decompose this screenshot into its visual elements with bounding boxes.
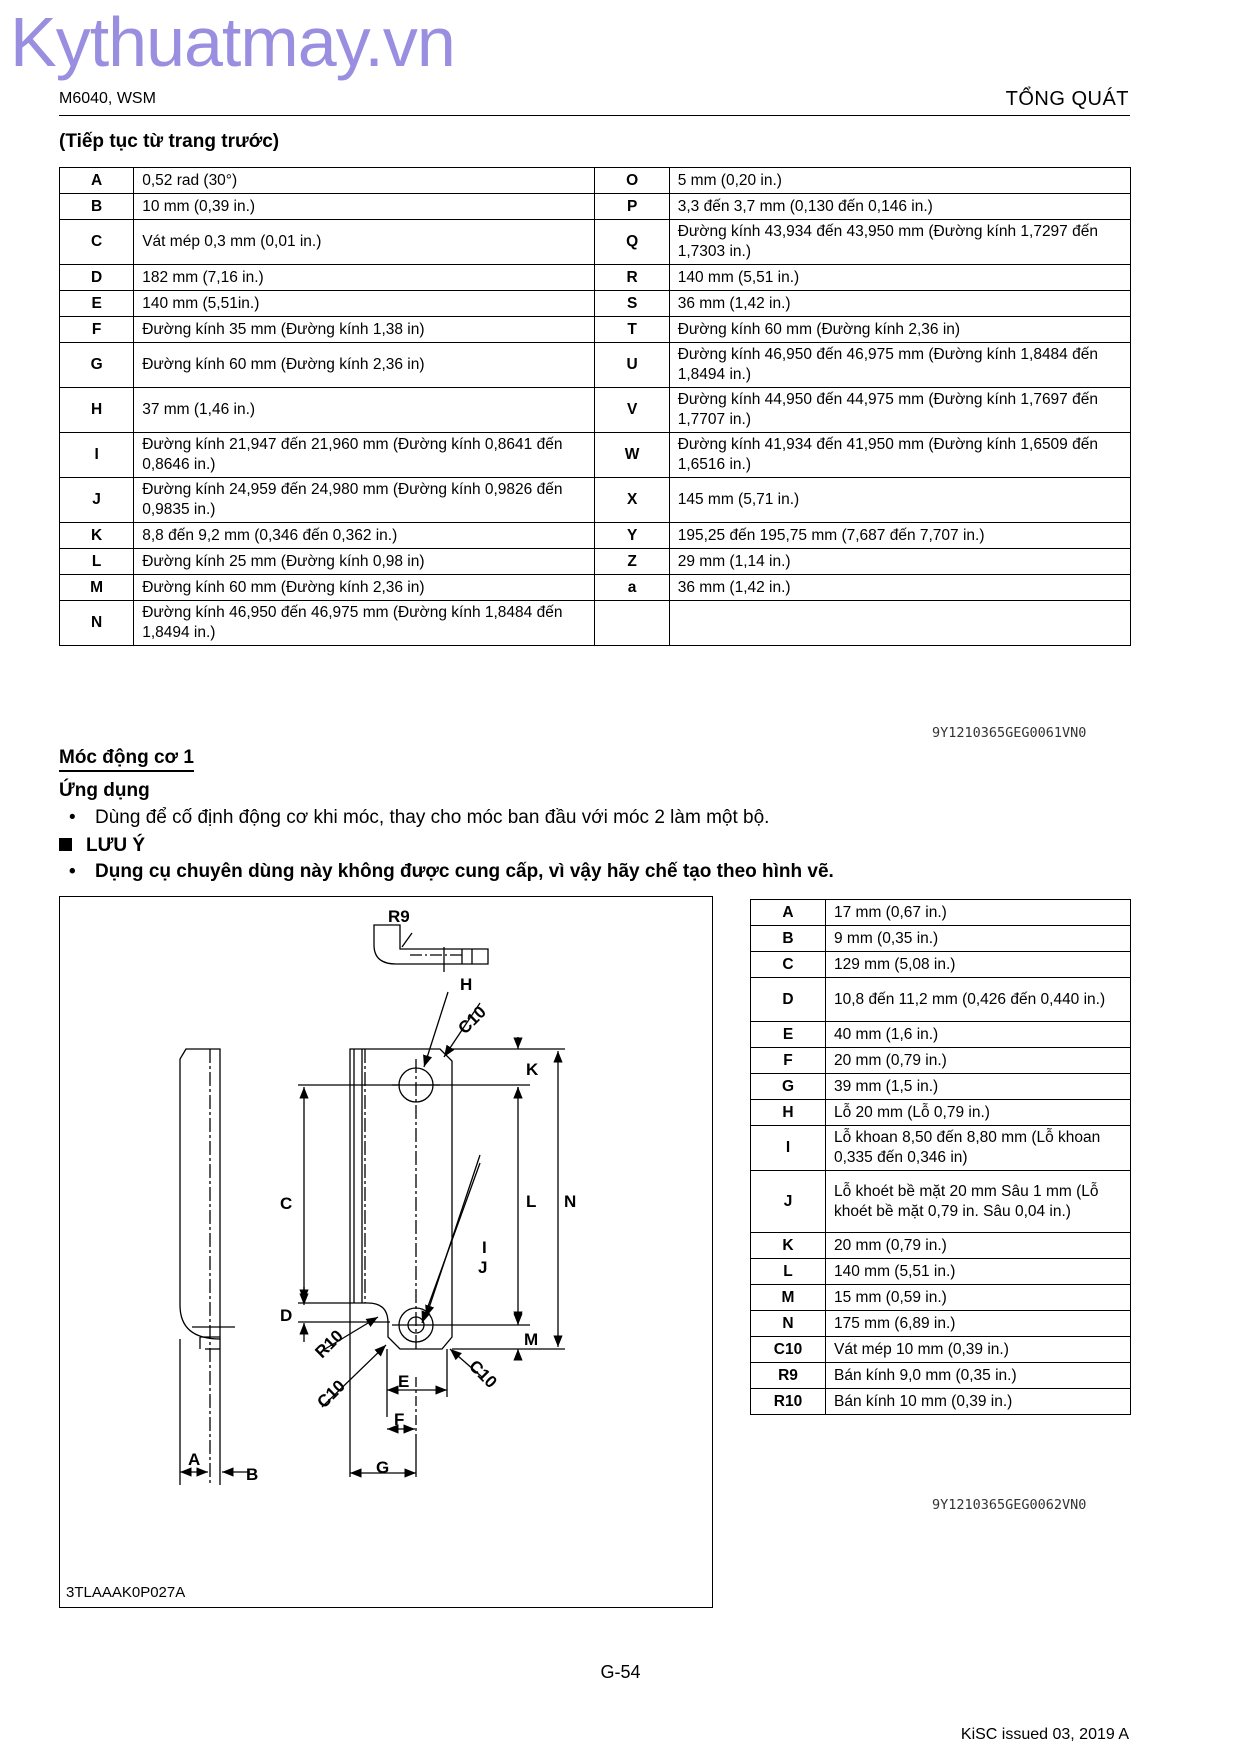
table-value: Bán kính 10 mm (0,39 in.) xyxy=(826,1389,1131,1415)
table-key: P xyxy=(595,194,669,220)
table-value: 0,52 rad (30°) xyxy=(134,168,595,194)
label-g: G xyxy=(376,1458,390,1477)
table-key: D xyxy=(60,265,134,291)
spec-table-1 xyxy=(59,167,1131,646)
bullet-dot: • xyxy=(69,861,76,882)
doc-code-2: 9Y1210365GEG0062VN0 xyxy=(932,1497,1087,1513)
table-key: a xyxy=(595,575,669,601)
table-row xyxy=(60,291,1131,317)
table-value: 39 mm (1,5 in.) xyxy=(826,1074,1131,1100)
table-key: Y xyxy=(595,523,669,549)
table-value: Vát mép 10 mm (0,39 in.) xyxy=(826,1337,1131,1363)
table-key: B xyxy=(751,926,826,952)
table-row xyxy=(751,1100,1131,1126)
table-row xyxy=(60,478,1131,523)
label-j: J xyxy=(478,1258,488,1277)
table-key: N xyxy=(60,601,134,646)
table-value: 20 mm (0,79 in.) xyxy=(826,1048,1131,1074)
table-value: Lỗ khoét bề mặt 20 mm Sâu 1 mm (Lỗ khoét bề mặt 0,79 in. Sâu 0,04 in.) xyxy=(826,1171,1131,1233)
table-value: Đường kính 41,934 đến 41,950 mm (Đường kính 1,6509 đến 1,6516 in.) xyxy=(669,433,1130,478)
table-value: 40 mm (1,6 in.) xyxy=(826,1022,1131,1048)
table-row xyxy=(60,194,1131,220)
label-d: D xyxy=(280,1306,293,1325)
doc-code-1: 9Y1210365GEG0061VN0 xyxy=(932,725,1087,741)
table-row xyxy=(60,265,1131,291)
table-value: 140 mm (5,51 in.) xyxy=(669,265,1130,291)
label-c10-top: C10 xyxy=(454,1002,490,1038)
table-value: 20 mm (0,79 in.) xyxy=(826,1233,1131,1259)
table-key: J xyxy=(751,1171,826,1233)
table-value: 9 mm (0,35 in.) xyxy=(826,926,1131,952)
continued-note: (Tiếp tục từ trang trước) xyxy=(59,131,280,152)
label-m: M xyxy=(524,1330,539,1349)
table-value: Lỗ khoan 8,50 đến 8,80 mm (Lỗ khoan 0,335 đến 0,346 in) xyxy=(826,1126,1131,1171)
table-key: L xyxy=(751,1259,826,1285)
table-value: 140 mm (5,51 in.) xyxy=(826,1259,1131,1285)
label-n: N xyxy=(564,1192,577,1211)
table-key: C xyxy=(751,952,826,978)
table-value: Đường kính 44,950 đến 44,975 mm (Đường kính 1,7697 đến 1,7707 in.) xyxy=(669,388,1130,433)
watermark: Kythuatmay.vn xyxy=(10,3,455,81)
table-row xyxy=(751,1285,1131,1311)
table-key: L xyxy=(60,549,134,575)
table-row xyxy=(751,926,1131,952)
table-key: Q xyxy=(595,220,669,265)
section-title: Móc động cơ 1 xyxy=(59,747,194,772)
table-value: Đường kính 60 mm (Đường kính 2,36 in) xyxy=(134,343,595,388)
figure-caption: 3TLAAAK0P027A xyxy=(66,1584,186,1601)
table-key: N xyxy=(751,1311,826,1337)
note-square-icon xyxy=(59,838,72,851)
label-i: I xyxy=(482,1238,487,1257)
table-row xyxy=(751,900,1131,926)
table-value: 10,8 đến 11,2 mm (0,426 đến 0,440 in.) xyxy=(826,978,1131,1022)
label-a: A xyxy=(188,1450,201,1469)
header-model: M6040, WSM xyxy=(59,90,156,107)
table-key: Z xyxy=(595,549,669,575)
section-subtitle: Ứng dụng xyxy=(59,780,150,801)
table-value: 29 mm (1,14 in.) xyxy=(669,549,1130,575)
page-number: G-54 xyxy=(600,1662,641,1682)
label-k: K xyxy=(526,1060,539,1079)
note-label: LƯU Ý xyxy=(86,835,146,856)
table-value: Đường kính 43,934 đến 43,950 mm (Đường kính 1,7297 đến 1,7303 in.) xyxy=(669,220,1130,265)
table-value: 10 mm (0,39 in.) xyxy=(134,194,595,220)
table-value: 8,8 đến 9,2 mm (0,346 đến 0,362 in.) xyxy=(134,523,595,549)
table-key: M xyxy=(60,575,134,601)
table-key: J xyxy=(60,478,134,523)
table-value: 37 mm (1,46 in.) xyxy=(134,388,595,433)
table-value: 17 mm (0,67 in.) xyxy=(826,900,1131,926)
bullet-dot: • xyxy=(69,807,76,828)
table-key: S xyxy=(595,291,669,317)
table-key: X xyxy=(595,478,669,523)
table-value: Đường kính 60 mm (Đường kính 2,36 in) xyxy=(134,575,595,601)
table-key: R xyxy=(595,265,669,291)
table-key: F xyxy=(751,1048,826,1074)
table-value: Đường kính 60 mm (Đường kính 2,36 in) xyxy=(669,317,1130,343)
table-row xyxy=(751,978,1131,1022)
table-key: D xyxy=(751,978,826,1022)
table-key: W xyxy=(595,433,669,478)
table-row xyxy=(60,433,1131,478)
table-key: V xyxy=(595,388,669,433)
table-value: 3,3 đến 3,7 mm (0,130 đến 0,146 in.) xyxy=(669,194,1130,220)
table-row xyxy=(60,601,1131,646)
table-value: 145 mm (5,71 in.) xyxy=(669,478,1130,523)
table-key: K xyxy=(60,523,134,549)
table-value: Đường kính 21,947 đến 21,960 mm (Đường kính 0,8641 đến 0,8646 in.) xyxy=(134,433,595,478)
table-value: 5 mm (0,20 in.) xyxy=(669,168,1130,194)
table-value: 175 mm (6,89 in.) xyxy=(826,1311,1131,1337)
table-value: Đường kính 35 mm (Đường kính 1,38 in) xyxy=(134,317,595,343)
table-row xyxy=(751,1171,1131,1233)
table-row xyxy=(751,1048,1131,1074)
label-l: L xyxy=(526,1192,537,1211)
table-key: C xyxy=(60,220,134,265)
label-c10-left: C10 xyxy=(313,1376,349,1412)
table-key: T xyxy=(595,317,669,343)
table-row xyxy=(751,1126,1131,1171)
issue-note: KiSC issued 03, 2019 A xyxy=(960,1726,1129,1743)
table-key: A xyxy=(751,900,826,926)
table-row xyxy=(751,1259,1131,1285)
table-value: Bán kính 9,0 mm (0,35 in.) xyxy=(826,1363,1131,1389)
table-row xyxy=(751,1233,1131,1259)
table-row xyxy=(60,575,1131,601)
table-row xyxy=(751,1074,1131,1100)
table-value: Đường kính 24,959 đến 24,980 mm (Đường kính 0,9826 đến 0,9835 in.) xyxy=(134,478,595,523)
table-value: 36 mm (1,42 in.) xyxy=(669,575,1130,601)
table-key: A xyxy=(60,168,134,194)
table-row xyxy=(60,523,1131,549)
table-value: 129 mm (5,08 in.) xyxy=(826,952,1131,978)
table-row xyxy=(751,952,1131,978)
table-row xyxy=(60,220,1131,265)
spec-table-2 xyxy=(750,899,1131,1415)
table-key: E xyxy=(751,1022,826,1048)
table-row xyxy=(751,1311,1131,1337)
label-c10-right: C10 xyxy=(465,1356,501,1392)
table-key: G xyxy=(751,1074,826,1100)
label-b: B xyxy=(246,1465,259,1484)
table-value: 140 mm (5,51in.) xyxy=(134,291,595,317)
table-key: E xyxy=(60,291,134,317)
header-divider xyxy=(59,115,1130,116)
table-key: F xyxy=(60,317,134,343)
note-text: Dụng cụ chuyên dùng này không được cung cấp, vì vậy hãy chế tạo theo hình vẽ. xyxy=(95,861,834,882)
label-c: C xyxy=(280,1194,293,1213)
table-value: Đường kính 46,950 đến 46,975 mm (Đường kính 1,8484 đến 1,8494 in.) xyxy=(669,343,1130,388)
table-key: B xyxy=(60,194,134,220)
table-key: R10 xyxy=(751,1389,826,1415)
table-row xyxy=(60,388,1131,433)
table-row xyxy=(751,1337,1131,1363)
table-value: 36 mm (1,42 in.) xyxy=(669,291,1130,317)
table-key: U xyxy=(595,343,669,388)
table-row xyxy=(60,168,1131,194)
engine-hook-drawing xyxy=(59,896,713,1608)
table-key: G xyxy=(60,343,134,388)
table-key: M xyxy=(751,1285,826,1311)
label-f: F xyxy=(394,1410,405,1429)
table-row xyxy=(751,1389,1131,1415)
note-heading xyxy=(59,835,145,857)
label-e: E xyxy=(398,1372,410,1391)
table-row xyxy=(751,1022,1131,1048)
table-key: O xyxy=(595,168,669,194)
table-value: 15 mm (0,59 in.) xyxy=(826,1285,1131,1311)
table-key: H xyxy=(751,1100,826,1126)
table-value: Lỗ 20 mm (Lỗ 0,79 in.) xyxy=(826,1100,1131,1126)
label-r9: R9 xyxy=(388,907,410,926)
table-value: 182 mm (7,16 in.) xyxy=(134,265,595,291)
table-value: Đường kính 25 mm (Đường kính 0,98 in) xyxy=(134,549,595,575)
table-key: C10 xyxy=(751,1337,826,1363)
table-row xyxy=(60,549,1131,575)
table-value: 195,25 đến 195,75 mm (7,687 đến 7,707 in.) xyxy=(669,523,1130,549)
table-key: R9 xyxy=(751,1363,826,1389)
table-key xyxy=(595,601,669,646)
table-value: Đường kính 46,950 đến 46,975 mm (Đường kính 1,8484 đến 1,8494 in.) xyxy=(134,601,595,646)
table-value: Vát mép 0,3 mm (0,01 in.) xyxy=(134,220,595,265)
note-bullet xyxy=(69,861,834,883)
table-value xyxy=(669,601,1130,646)
application-text: Dùng để cố định động cơ khi móc, thay cho móc ban đầu với móc 2 làm một bộ. xyxy=(95,807,770,828)
table-key: K xyxy=(751,1233,826,1259)
application-bullet xyxy=(69,807,769,829)
table-key: H xyxy=(60,388,134,433)
table-key: I xyxy=(60,433,134,478)
header-section: TỔNG QUÁT xyxy=(1005,88,1129,110)
table-row xyxy=(751,1363,1131,1389)
table-key: I xyxy=(751,1126,826,1171)
label-r10: R10 xyxy=(311,1326,347,1362)
table-row xyxy=(60,343,1131,388)
table-row xyxy=(60,317,1131,343)
label-h: H xyxy=(460,975,473,994)
